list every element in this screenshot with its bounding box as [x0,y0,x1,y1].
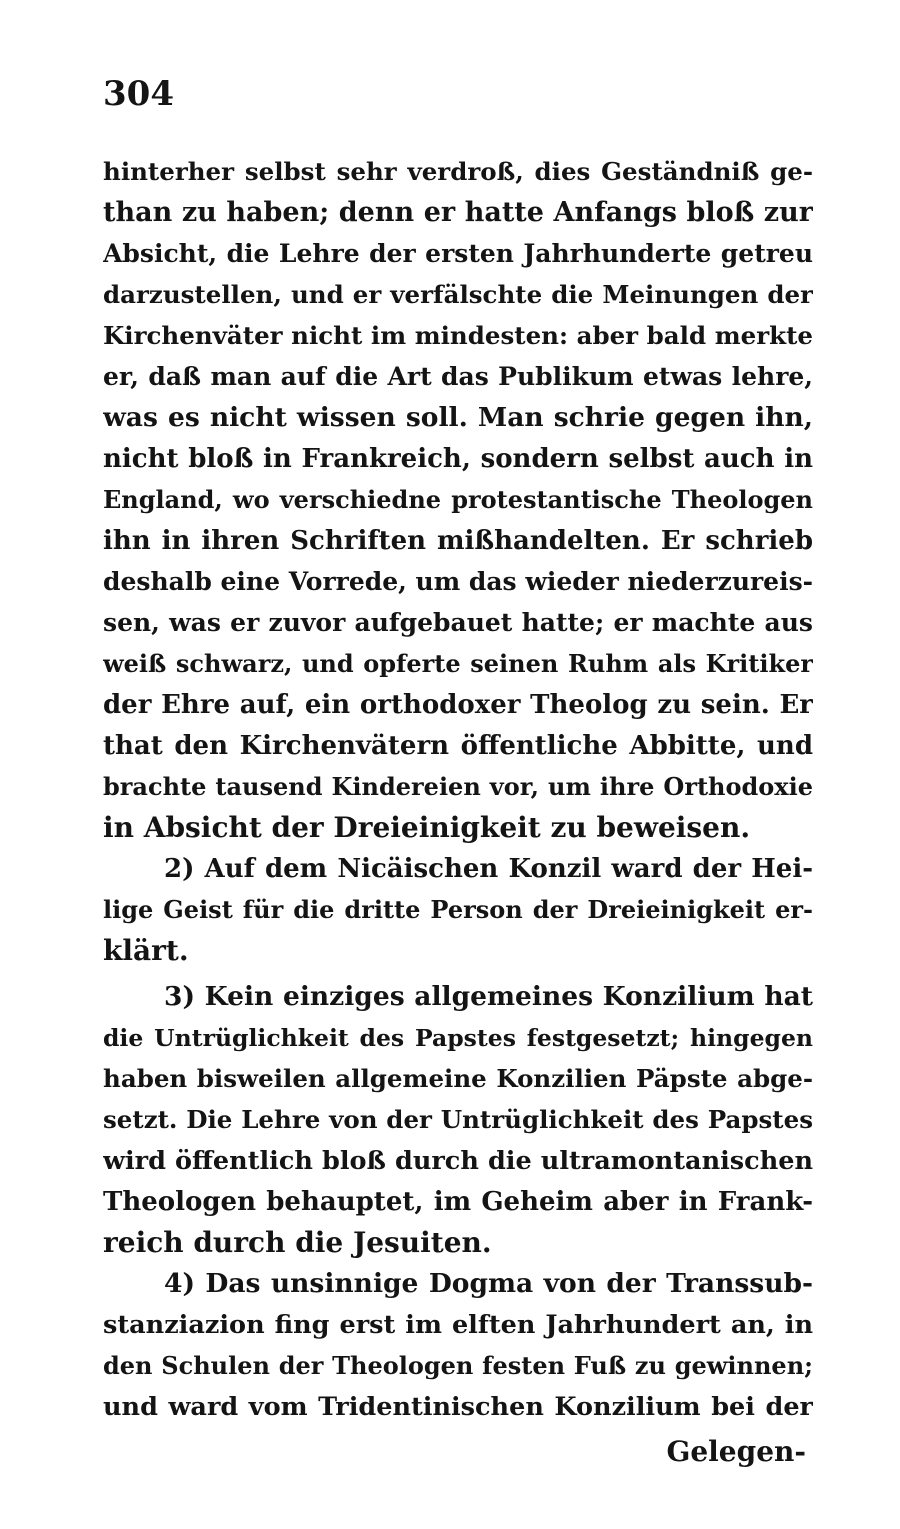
text-line: der Ehre auf, ein orthodoxer Theolog zu sein. Er [103,690,813,720]
text-line: England, wo verschiedne protestantische Theologen [103,485,813,514]
text-line: und ward vom Tridentinischen Konzilium bei der [103,1392,813,1422]
text-line: er, daß man auf die Art das Publikum etwas lehre, [103,362,813,391]
text-line: setzt. Die Lehre von der Untrüglichkeit des Papstes [103,1105,813,1134]
text-line: reich durch die Jesuiten. [103,1226,492,1259]
text-line: den Schulen der Theologen festen Fuß zu gewinnen; [103,1351,813,1380]
text-line: ihn in ihren Schriften mißhandelten. Er schrieb [103,526,813,556]
text-line: Theologen behauptet, im Geheim aber in Frank- [103,1187,813,1217]
text-line: sen, was er zuvor aufgebauet hatte; er machte aus [103,608,813,637]
text-line: die Untrüglichkeit des Papstes festgesetzt; hingegen [103,1024,813,1052]
text-line: weiß schwarz, und opferte seinen Ruhm als Kritiker [103,649,813,678]
text-line: darzustellen, und er verfälschte die Meinungen der [103,280,813,309]
text-line: in Absicht der Dreieinigkeit zu beweisen. [103,811,751,844]
text-line: wird öffentlich bloß durch die ultramontanischen [103,1146,813,1176]
text-line: Absicht, die Lehre der ersten Jahrhunderte getreu [103,239,813,268]
text-line: klärt. [103,934,189,967]
text-line: haben bisweilen allgemeine Konzilien Päpste abge- [103,1064,813,1093]
text-line: was es nicht wissen soll. Man schrie gegen ihn, [103,402,813,433]
text-line: nicht bloß in Frankreich, sondern selbst auch in [103,444,813,474]
text-line: brachte tausend Kindereien vor, um ihre Orthodoxie [103,772,813,801]
text-line: Kirchenväter nicht im mindesten: aber bald merkte [103,321,813,350]
text-line: than zu haben; denn er hatte Anfangs bloß zur [103,197,813,228]
catchword: Gelegen- [666,1435,806,1468]
paragraph-4-line: 4) Das unsinnige Dogma von der Transsub- [164,1268,813,1299]
paragraph-3-line: 3) Kein einziges allgemeines Konzilium hat [164,981,813,1012]
text-line: stanziazion fing erst im elften Jahrhundert an, in [103,1310,813,1340]
text-line: that den Kirchenvätern öffentliche Abbitte, und [103,731,813,761]
text-line: lige Geist für die dritte Person der Dreieinigkeit er- [103,895,813,924]
paragraph-2-line: 2) Auf dem Nicäischen Konzil ward der Hei- [164,854,813,884]
page-number: 304 [103,74,174,114]
text-line: hinterher selbst sehr verdroß, dies Geständniß ge- [103,157,813,186]
text-line: deshalb eine Vorrede, um das wieder niederzureis- [103,567,813,596]
